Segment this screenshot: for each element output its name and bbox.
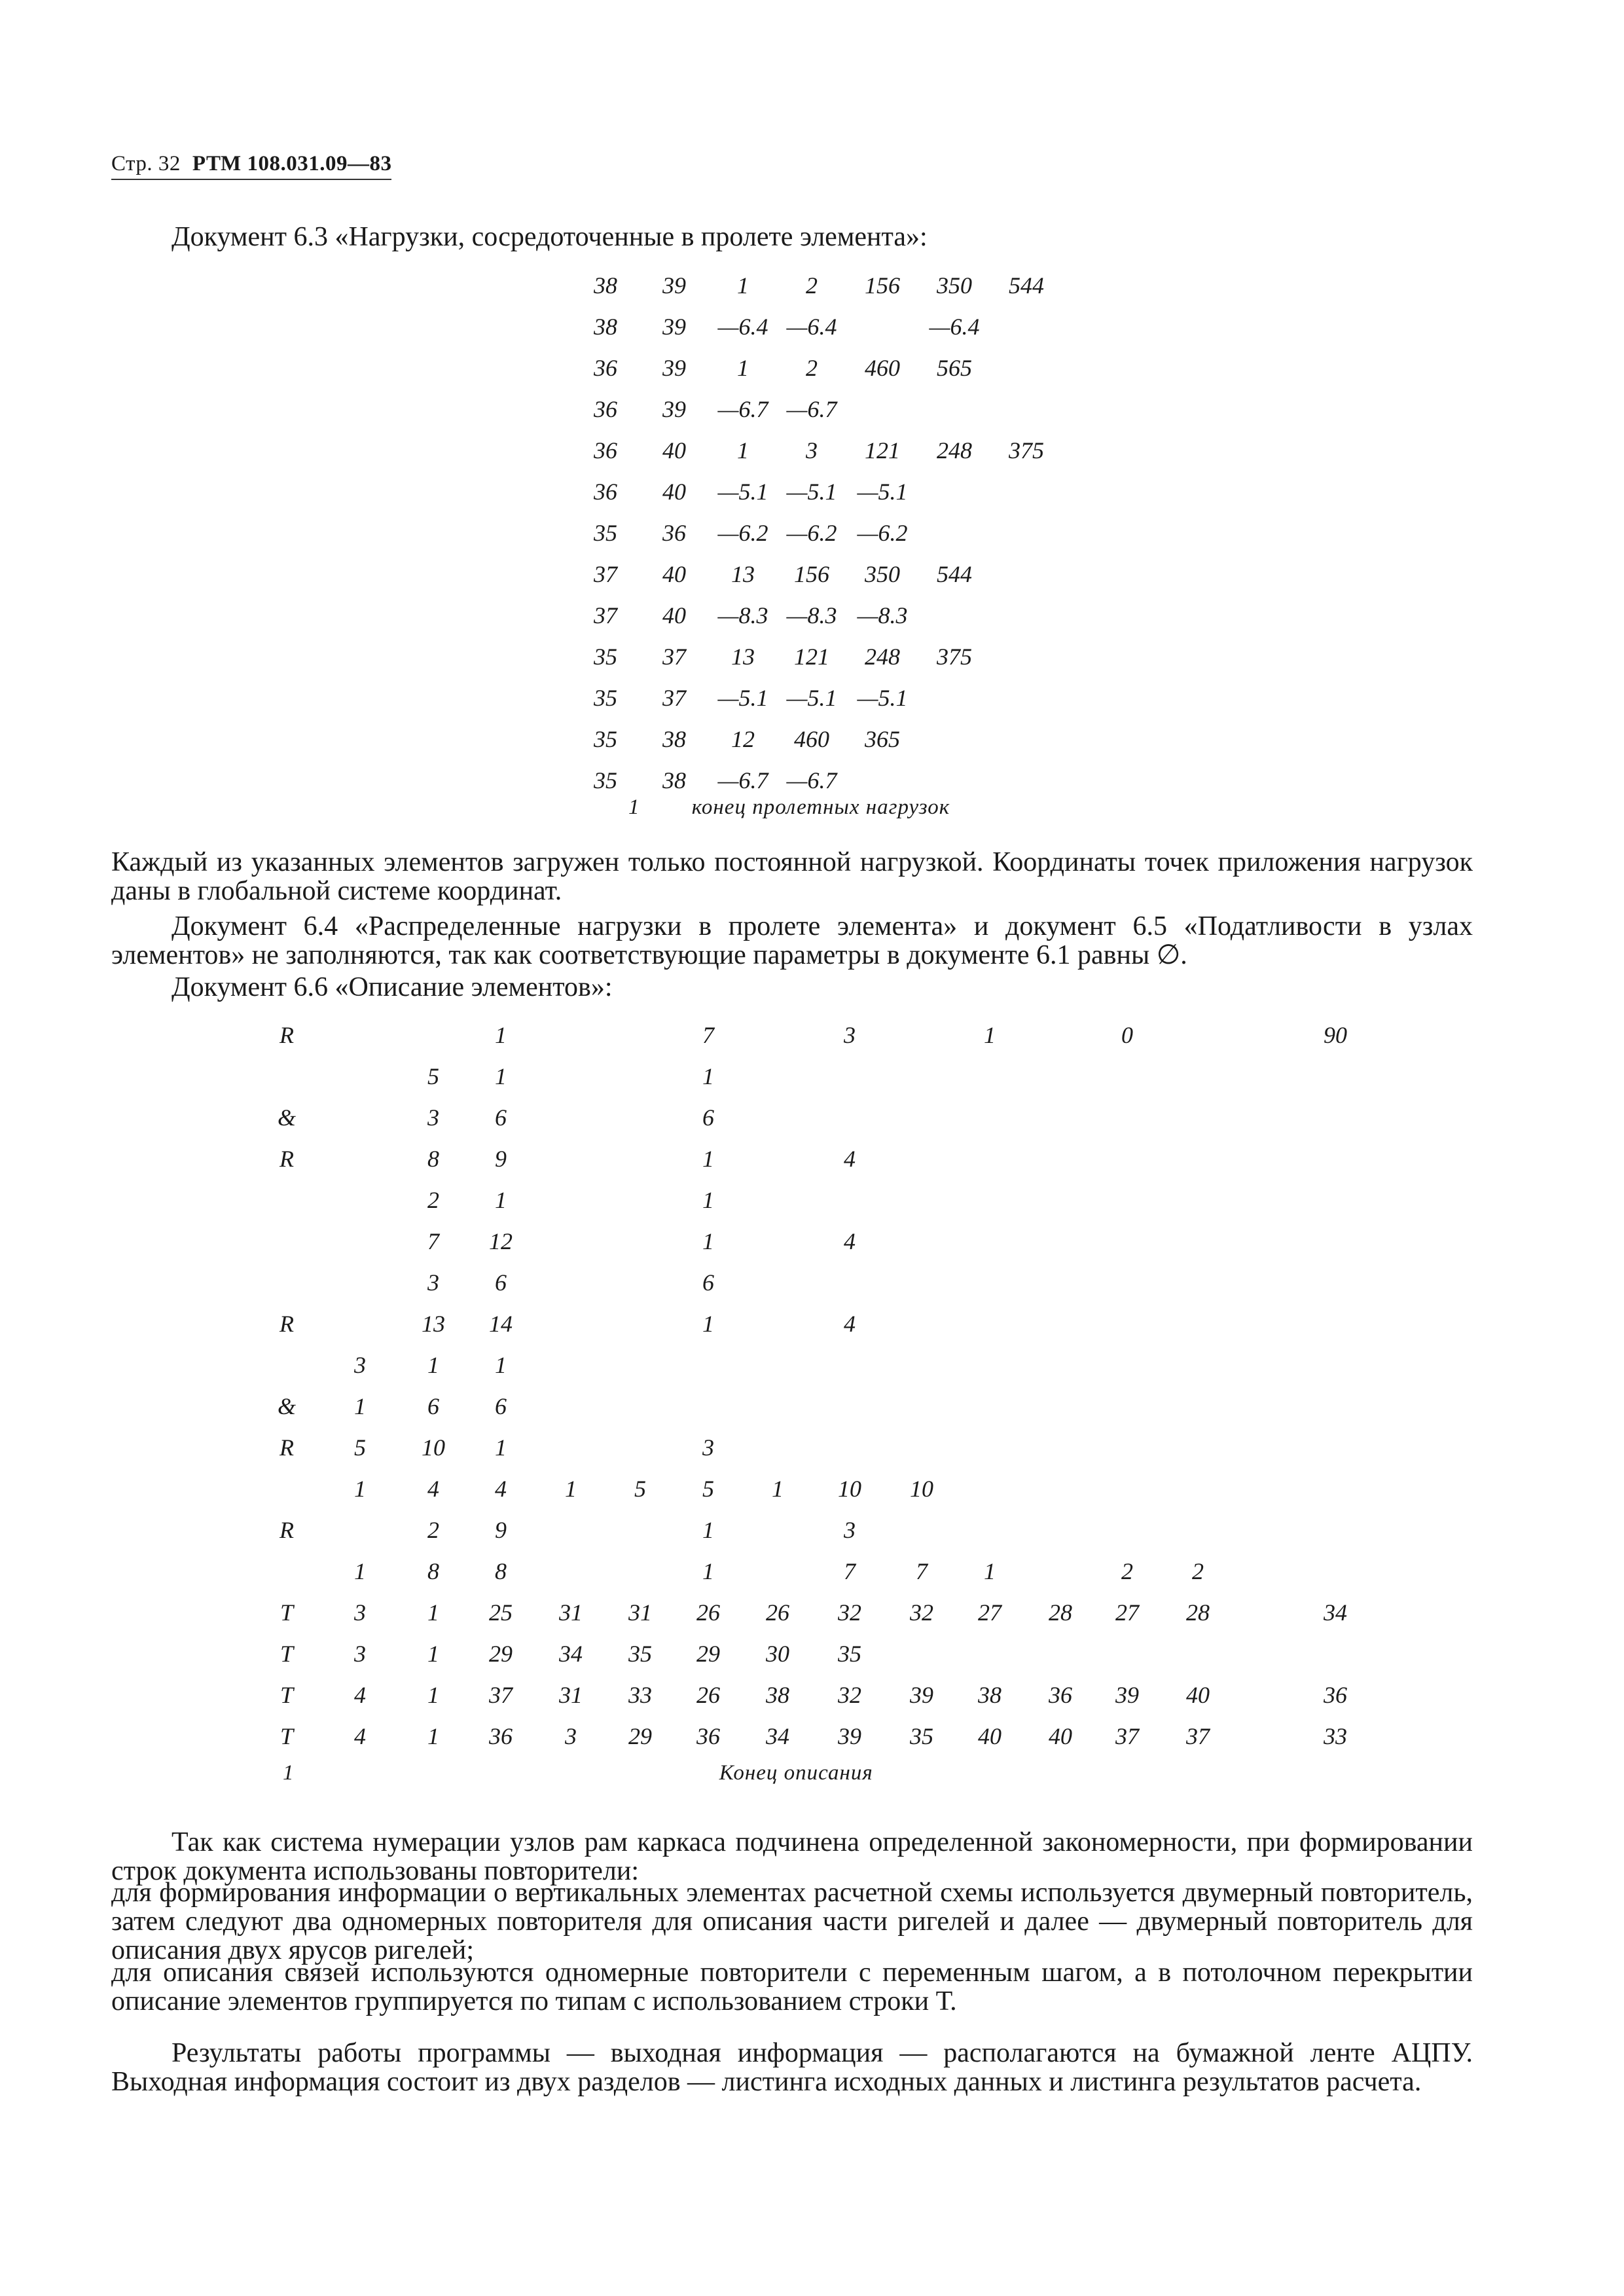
loads-end-code: 1	[628, 795, 640, 819]
element-cell-r2-c3: 5	[427, 1063, 439, 1089]
elements-end-line	[283, 1761, 873, 1785]
element-cell-r14-c14: 2	[1192, 1558, 1204, 1584]
load-cell-r5-c3: 1	[737, 437, 749, 464]
paragraph-doc-6-4	[111, 912, 1473, 970]
element-cell-r12-c9: 10	[838, 1476, 861, 1502]
element-cell-r12-c3: 4	[427, 1476, 439, 1502]
element-cell-r7-c3: 3	[427, 1269, 439, 1296]
element-cell-r15-c9: 32	[838, 1599, 861, 1626]
element-cell-r15-c6: 31	[628, 1599, 652, 1626]
element-cell-r10-c3: 6	[427, 1393, 439, 1419]
element-cell-r18-c7: 36	[696, 1723, 720, 1749]
load-cell-r6-c2: 40	[662, 479, 686, 505]
element-cell-r8-c7: 1	[702, 1311, 714, 1337]
load-cell-r12-c5: 365	[865, 726, 900, 752]
load-cell-r2-c3: —6.4	[717, 314, 768, 340]
load-cell-r8-c6: 544	[937, 561, 972, 587]
load-cell-r1-c5: 156	[865, 272, 900, 299]
load-cell-r5-c2: 40	[662, 437, 686, 464]
element-cell-r3-c4: 6	[495, 1104, 507, 1131]
element-cell-r18-c14: 37	[1186, 1723, 1210, 1749]
load-cell-r8-c1: 37	[594, 561, 617, 587]
element-cell-r9-c4: 1	[495, 1352, 507, 1378]
element-cell-r5-c3: 2	[427, 1187, 439, 1213]
element-cell-r5-c7: 1	[702, 1187, 714, 1213]
element-cell-r18-c5: 3	[565, 1723, 577, 1749]
element-cell-r2-c7: 1	[702, 1063, 714, 1089]
load-cell-r1-c2: 39	[662, 272, 686, 299]
load-cell-r10-c4: 121	[794, 644, 829, 670]
element-cell-r17-c14: 40	[1186, 1682, 1210, 1708]
element-cell-r11-c3: 10	[422, 1434, 445, 1461]
element-cell-r15-c12: 28	[1049, 1599, 1072, 1626]
element-cell-r16-c3: 1	[427, 1641, 439, 1667]
element-cell-r14-c11: 1	[984, 1558, 996, 1584]
load-cell-r11-c3: —5.1	[717, 685, 768, 711]
load-cell-r7-c1: 35	[594, 520, 617, 546]
element-cell-r18-c1: T	[280, 1723, 294, 1749]
intro-paragraph: Документ 6.3 «Нагрузки, сосредоточенные в пролете элемента»:	[171, 222, 928, 252]
load-cell-r9-c1: 37	[594, 602, 617, 629]
element-cell-r9-c3: 1	[427, 1352, 439, 1378]
element-cell-r16-c9: 35	[838, 1641, 861, 1667]
element-cell-r15-c15: 34	[1324, 1599, 1347, 1626]
element-cell-r4-c4: 9	[495, 1146, 507, 1172]
load-cell-r7-c5: —6.2	[857, 520, 908, 546]
load-cell-r8-c4: 156	[794, 561, 829, 587]
load-cell-r10-c3: 13	[731, 644, 755, 670]
element-cell-r10-c2: 1	[354, 1393, 366, 1419]
element-cell-r15-c4: 25	[489, 1599, 513, 1626]
load-cell-r2-c2: 39	[662, 314, 686, 340]
element-cell-r15-c3: 1	[427, 1599, 439, 1626]
element-cell-r12-c6: 5	[634, 1476, 646, 1502]
element-cell-r12-c10: 10	[910, 1476, 933, 1502]
element-cell-r15-c10: 32	[910, 1599, 933, 1626]
element-cell-r18-c9: 39	[838, 1723, 861, 1749]
element-cell-r17-c13: 39	[1115, 1682, 1139, 1708]
element-cell-r15-c8: 26	[766, 1599, 789, 1626]
element-cell-r18-c13: 37	[1115, 1723, 1139, 1749]
paragraph-results-text: Результаты работы программы — выходная информация — располагаются на бумажной ленте АЦПУ. Выходная информация состоит из двух разделов — листинга исходных данных и листинга результатов расчета.	[111, 2038, 1473, 2097]
element-cell-r14-c9: 7	[844, 1558, 856, 1584]
element-cell-r16-c8: 30	[766, 1641, 789, 1667]
element-cell-r8-c4: 14	[489, 1311, 513, 1337]
load-cell-r5-c5: 121	[865, 437, 900, 464]
element-cell-r6-c9: 4	[844, 1228, 856, 1254]
load-cell-r2-c4: —6.4	[786, 314, 837, 340]
load-cell-r1-c6: 350	[937, 272, 972, 299]
load-cell-r13-c2: 38	[662, 767, 686, 793]
load-cell-r9-c5: —8.3	[857, 602, 908, 629]
element-cell-r18-c8: 34	[766, 1723, 789, 1749]
load-cell-r5-c7: 375	[1009, 437, 1044, 464]
element-cell-r15-c2: 3	[354, 1599, 366, 1626]
load-cell-r3-c3: 1	[737, 355, 749, 381]
paragraph-results	[111, 2039, 1473, 2096]
element-cell-r14-c3: 8	[427, 1558, 439, 1584]
element-cell-r4-c7: 1	[702, 1146, 714, 1172]
element-cell-r9-c2: 3	[354, 1352, 366, 1378]
element-cell-r11-c7: 3	[702, 1434, 714, 1461]
element-cell-r7-c4: 6	[495, 1269, 507, 1296]
element-cell-r15-c7: 26	[696, 1599, 720, 1626]
load-cell-r2-c1: 38	[594, 314, 617, 340]
element-cell-r1-c15: 90	[1324, 1022, 1347, 1048]
load-cell-r11-c5: —5.1	[857, 685, 908, 711]
element-cell-r13-c1: R	[280, 1517, 294, 1543]
element-cell-r17-c11: 38	[978, 1682, 1001, 1708]
element-cell-r17-c1: T	[280, 1682, 294, 1708]
load-cell-r13-c1: 35	[594, 767, 617, 793]
element-cell-r5-c4: 1	[495, 1187, 507, 1213]
paragraph-repeaters-text: Так как система нумерации узлов рам каркаса подчинена определенной закономерности, при формировании строк документа использованы повторители:	[111, 1827, 1473, 1886]
element-cell-r17-c15: 36	[1324, 1682, 1347, 1708]
load-cell-r5-c1: 36	[594, 437, 617, 464]
element-cell-r17-c8: 38	[766, 1682, 789, 1708]
load-cell-r4-c3: —6.7	[717, 396, 768, 422]
element-cell-r12-c5: 1	[565, 1476, 577, 1502]
load-cell-r7-c4: —6.2	[786, 520, 837, 546]
element-cell-r10-c1: &	[277, 1393, 297, 1419]
element-cell-r12-c2: 1	[354, 1476, 366, 1502]
load-cell-r9-c3: —8.3	[717, 602, 768, 629]
load-cell-r5-c6: 248	[937, 437, 972, 464]
element-cell-r17-c6: 33	[628, 1682, 652, 1708]
load-cell-r1-c3: 1	[737, 272, 749, 299]
element-cell-r16-c5: 34	[559, 1641, 583, 1667]
element-cell-r13-c3: 2	[427, 1517, 439, 1543]
element-cell-r17-c7: 26	[696, 1682, 720, 1708]
element-cell-r18-c12: 40	[1049, 1723, 1072, 1749]
element-cell-r10-c4: 6	[495, 1393, 507, 1419]
element-cell-r17-c4: 37	[489, 1682, 513, 1708]
element-cell-r18-c3: 1	[427, 1723, 439, 1749]
loads-end-label: конец пролетных нагрузок	[691, 795, 950, 819]
load-cell-r5-c4: 3	[806, 437, 818, 464]
element-cell-r17-c5: 31	[559, 1682, 583, 1708]
load-cell-r3-c1: 36	[594, 355, 617, 381]
element-cell-r15-c5: 31	[559, 1599, 583, 1626]
load-cell-r10-c1: 35	[594, 644, 617, 670]
element-cell-r18-c6: 29	[628, 1723, 652, 1749]
element-cell-r2-c4: 1	[495, 1063, 507, 1089]
element-cell-r7-c7: 6	[702, 1269, 714, 1296]
element-cell-r1-c9: 3	[844, 1022, 856, 1048]
paragraph-repeaters	[111, 1828, 1473, 1886]
element-cell-r6-c3: 7	[427, 1228, 439, 1254]
element-cell-r17-c12: 36	[1049, 1682, 1072, 1708]
elements-end-code: 1	[283, 1761, 295, 1785]
load-cell-r3-c6: 565	[937, 355, 972, 381]
paragraph-loads-note: Каждый из указанных элементов загружен только постоянной нагрузкой. Координаты точек приложения нагрузок даны в глобальной системе координат.	[111, 847, 1473, 906]
load-cell-r6-c5: —5.1	[857, 479, 908, 505]
element-cell-r11-c1: R	[280, 1434, 294, 1461]
element-cell-r4-c9: 4	[844, 1146, 856, 1172]
load-cell-r13-c4: —6.7	[786, 767, 837, 793]
element-cell-r13-c7: 1	[702, 1517, 714, 1543]
paragraph-vertical-elements: для формирования информации о вертикальных элементах расчетной схемы используется двумерный повторитель, затем следуют два одномерных повторителя для описания части ригелей и далее — двумерный повторитель для описания двух ярусов ригелей;	[111, 1878, 1473, 1965]
load-cell-r12-c1: 35	[594, 726, 617, 752]
load-cell-r12-c4: 460	[794, 726, 829, 752]
element-cell-r14-c10: 7	[916, 1558, 928, 1584]
element-cell-r15-c1: T	[280, 1599, 294, 1626]
load-cell-r11-c1: 35	[594, 685, 617, 711]
element-cell-r16-c6: 35	[628, 1641, 652, 1667]
element-cell-r6-c4: 12	[489, 1228, 513, 1254]
load-cell-r8-c5: 350	[865, 561, 900, 587]
page-header	[111, 152, 391, 180]
element-cell-r8-c9: 4	[844, 1311, 856, 1337]
element-cell-r8-c3: 13	[422, 1311, 445, 1337]
element-cell-r14-c2: 1	[354, 1558, 366, 1584]
load-cell-r3-c4: 2	[806, 355, 818, 381]
element-cell-r16-c7: 29	[696, 1641, 720, 1667]
element-cell-r18-c4: 36	[489, 1723, 513, 1749]
element-cell-r17-c3: 1	[427, 1682, 439, 1708]
load-cell-r8-c2: 40	[662, 561, 686, 587]
element-cell-r11-c2: 5	[354, 1434, 366, 1461]
element-cell-r1-c4: 1	[495, 1022, 507, 1048]
load-cell-r4-c1: 36	[594, 396, 617, 422]
element-cell-r12-c4: 4	[495, 1476, 507, 1502]
load-cell-r2-c6: —6.4	[929, 314, 980, 340]
element-cell-r16-c2: 3	[354, 1641, 366, 1667]
load-cell-r8-c3: 13	[731, 561, 755, 587]
loads-end-line	[628, 795, 950, 820]
element-cell-r18-c10: 35	[910, 1723, 933, 1749]
load-cell-r6-c1: 36	[594, 479, 617, 505]
element-cell-r15-c11: 27	[978, 1599, 1001, 1626]
element-cell-r3-c7: 6	[702, 1104, 714, 1131]
element-cell-r1-c1: R	[280, 1022, 294, 1048]
element-cell-r17-c10: 39	[910, 1682, 933, 1708]
element-cell-r11-c4: 1	[495, 1434, 507, 1461]
load-cell-r11-c2: 37	[662, 685, 686, 711]
element-cell-r18-c11: 40	[978, 1723, 1001, 1749]
paragraph-doc-6-6: Документ 6.6 «Описание элементов»:	[171, 972, 613, 1002]
elements-end-label: Конец описания	[719, 1761, 873, 1785]
element-cell-r17-c9: 32	[838, 1682, 861, 1708]
element-cell-r14-c4: 8	[495, 1558, 507, 1584]
paragraph-doc-6-4-text: Документ 6.4 «Распределенные нагрузки в пролете элемента» и документ 6.5 «Податливости в узлах элементов» не заполняются, так как соответствующие параметры в документе 6.1 равны ∅.	[111, 911, 1473, 970]
load-cell-r4-c2: 39	[662, 396, 686, 422]
element-cell-r13-c9: 3	[844, 1517, 856, 1543]
load-cell-r11-c4: —5.1	[786, 685, 837, 711]
element-cell-r16-c1: T	[280, 1641, 294, 1667]
load-cell-r7-c2: 36	[662, 520, 686, 546]
page-number: Стр. 32	[111, 152, 181, 175]
load-cell-r12-c2: 38	[662, 726, 686, 752]
element-cell-r18-c15: 33	[1324, 1723, 1347, 1749]
load-cell-r1-c1: 38	[594, 272, 617, 299]
paragraph-bracing: для описания связей используются одномерные повторители с переменным шагом, а в потолочном перекрытии описание элементов группируется по типам с использованием строки Т.	[111, 1958, 1473, 2016]
load-cell-r1-c7: 544	[1009, 272, 1044, 299]
element-cell-r16-c4: 29	[489, 1641, 513, 1667]
load-cell-r3-c2: 39	[662, 355, 686, 381]
element-cell-r14-c13: 2	[1121, 1558, 1133, 1584]
element-cell-r15-c14: 28	[1186, 1599, 1210, 1626]
element-cell-r13-c4: 9	[495, 1517, 507, 1543]
element-cell-r17-c2: 4	[354, 1682, 366, 1708]
element-cell-r3-c3: 3	[427, 1104, 439, 1131]
load-cell-r7-c3: —6.2	[717, 520, 768, 546]
load-cell-r10-c2: 37	[662, 644, 686, 670]
element-cell-r15-c13: 27	[1115, 1599, 1139, 1626]
element-cell-r12-c7: 5	[702, 1476, 714, 1502]
element-cell-r1-c13: 0	[1121, 1022, 1133, 1048]
load-cell-r13-c3: —6.7	[717, 767, 768, 793]
load-cell-r10-c6: 375	[937, 644, 972, 670]
element-cell-r18-c2: 4	[354, 1723, 366, 1749]
element-cell-r6-c7: 1	[702, 1228, 714, 1254]
load-cell-r9-c2: 40	[662, 602, 686, 629]
load-cell-r10-c5: 248	[865, 644, 900, 670]
element-cell-r4-c3: 8	[427, 1146, 439, 1172]
load-cell-r9-c4: —8.3	[786, 602, 837, 629]
element-cell-r14-c7: 1	[702, 1558, 714, 1584]
load-cell-r6-c4: —5.1	[786, 479, 837, 505]
element-cell-r1-c7: 7	[702, 1022, 714, 1048]
element-cell-r1-c11: 1	[984, 1022, 996, 1048]
element-cell-r12-c8: 1	[772, 1476, 784, 1502]
element-cell-r4-c1: R	[280, 1146, 294, 1172]
load-cell-r12-c3: 12	[731, 726, 755, 752]
load-cell-r3-c5: 460	[865, 355, 900, 381]
load-cell-r4-c4: —6.7	[786, 396, 837, 422]
element-cell-r3-c1: &	[277, 1104, 297, 1131]
element-cell-r8-c1: R	[280, 1311, 294, 1337]
load-cell-r1-c4: 2	[806, 272, 818, 299]
document-code: РТМ 108.031.09—83	[192, 152, 392, 175]
load-cell-r6-c3: —5.1	[717, 479, 768, 505]
